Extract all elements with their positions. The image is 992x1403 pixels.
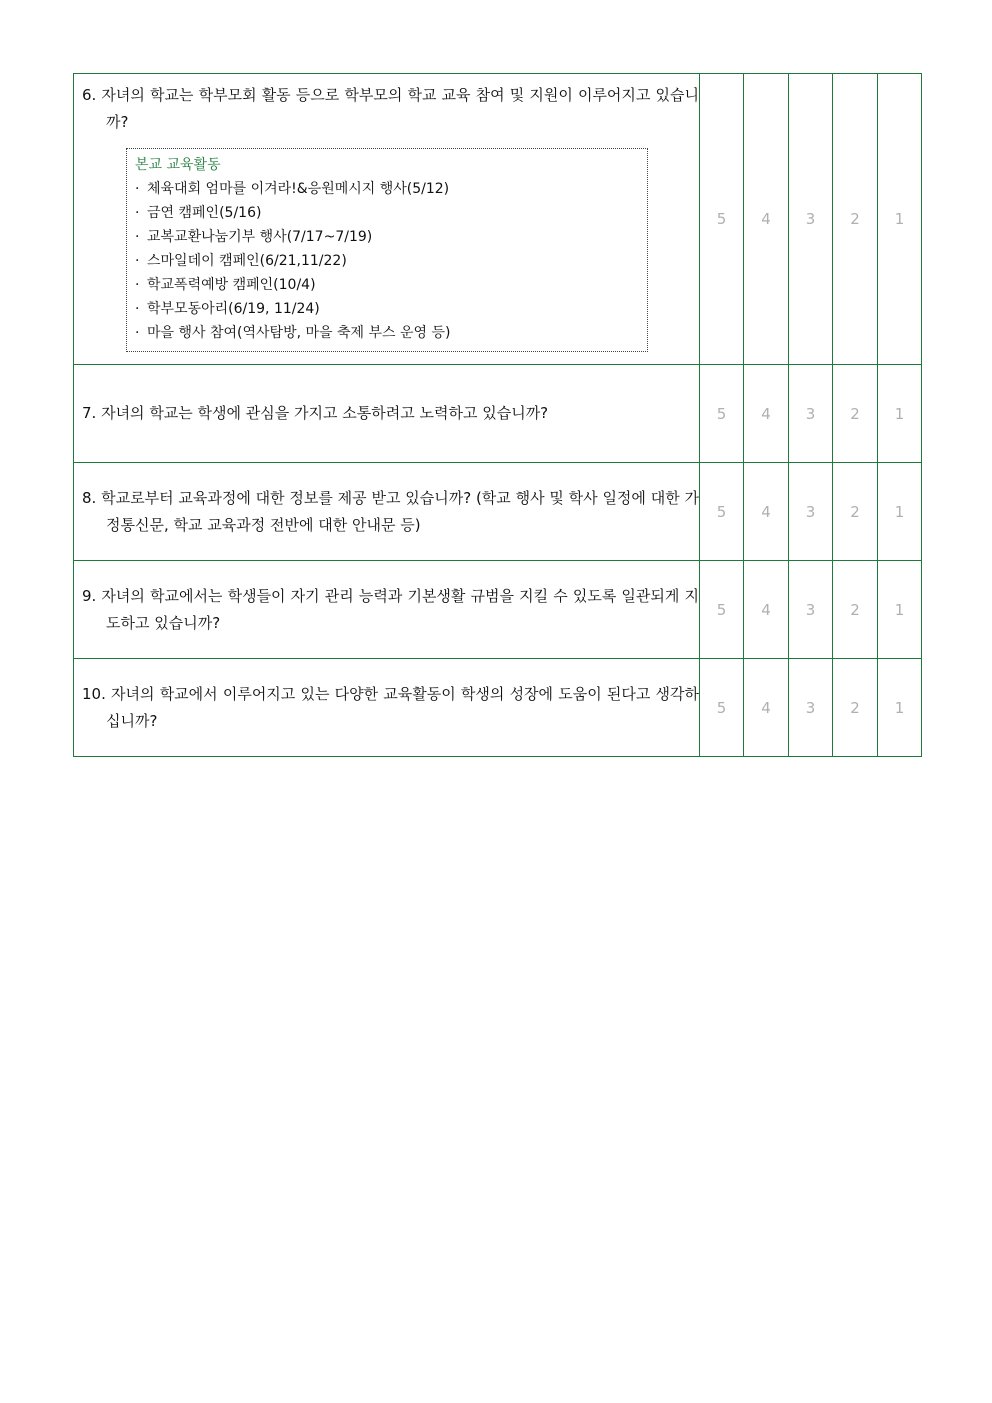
- score-option-1[interactable]: 1: [878, 659, 922, 757]
- score-option-1[interactable]: 1: [878, 561, 922, 659]
- question-text-9: 9. 자녀의 학교에서는 학생들이 자기 관리 능력과 기본생활 규범을 지킬 수 있도록 일관되게 지도하고 있습니까?: [82, 586, 699, 632]
- score-option-5[interactable]: 5: [700, 659, 744, 757]
- question-cell-7: [74, 365, 700, 463]
- question-cell-9: [74, 561, 700, 659]
- question-cell-10: [74, 659, 700, 757]
- score-option-4[interactable]: 4: [744, 561, 789, 659]
- score-option-5[interactable]: 5: [700, 365, 744, 463]
- activity-item: · 교복교환나눔기부 행사(7/17~7/19): [135, 229, 373, 245]
- activity-item: · 스마일데이 캠페인(6/21,11/22): [135, 253, 347, 269]
- question-row-9: [74, 561, 922, 659]
- score-option-5[interactable]: 5: [700, 463, 744, 561]
- score-option-1[interactable]: 1: [878, 365, 922, 463]
- activity-box: [126, 148, 648, 352]
- activity-item: · 마을 행사 참여(역사탐방, 마을 축제 부스 운영 등): [135, 325, 451, 341]
- activity-item: · 학부모동아리(6/19, 11/24): [135, 301, 320, 317]
- score-option-4[interactable]: 4: [744, 74, 789, 365]
- activity-box-title: 본교 교육활동: [135, 157, 221, 173]
- question-cell-8: [74, 463, 700, 561]
- score-option-3[interactable]: 3: [789, 659, 833, 757]
- score-option-4[interactable]: 4: [744, 463, 789, 561]
- score-option-1[interactable]: 1: [878, 463, 922, 561]
- score-option-3[interactable]: 3: [789, 365, 833, 463]
- question-cell-6: [74, 74, 700, 365]
- score-option-1[interactable]: 1: [878, 74, 922, 365]
- question-text-6: 6. 자녀의 학교는 학부모회 활동 등으로 학부모의 학교 교육 참여 및 지원이 이루어지고 있습니까?: [82, 86, 699, 131]
- score-option-3[interactable]: 3: [789, 561, 833, 659]
- score-option-2[interactable]: 2: [833, 74, 878, 365]
- survey-table: [73, 73, 922, 757]
- score-option-4[interactable]: 4: [744, 659, 789, 757]
- question-text-10: 10. 자녀의 학교에서 이루어지고 있는 다양한 교육활동이 학생의 성장에 도움이 된다고 생각하십니까?: [82, 684, 699, 730]
- score-option-2[interactable]: 2: [833, 365, 878, 463]
- score-option-5[interactable]: 5: [700, 561, 744, 659]
- question-text-8: 8. 학교로부터 교육과정에 대한 정보를 제공 받고 있습니까? (학교 행사 및 학사 일정에 대한 가정통신문, 학교 교육과정 전반에 대한 안내문 등): [82, 488, 699, 534]
- question-row-10: [74, 659, 922, 757]
- activity-item: · 체육대회 엄마를 이겨라!&응원메시지 행사(5/12): [135, 181, 450, 197]
- question-row-6: [74, 74, 922, 365]
- activity-item: · 학교폭력예방 캠페인(10/4): [135, 277, 316, 293]
- question-text-7: 7. 자녀의 학교는 학생에 관심을 가지고 소통하려고 노력하고 있습니까?: [82, 404, 549, 422]
- score-option-4[interactable]: 4: [744, 365, 789, 463]
- score-option-3[interactable]: 3: [789, 463, 833, 561]
- score-option-3[interactable]: 3: [789, 74, 833, 365]
- score-option-2[interactable]: 2: [833, 659, 878, 757]
- activity-item: · 금연 캠페인(5/16): [135, 205, 262, 221]
- score-option-2[interactable]: 2: [833, 561, 878, 659]
- score-option-2[interactable]: 2: [833, 463, 878, 561]
- question-row-7: [74, 365, 922, 463]
- question-row-8: [74, 463, 922, 561]
- score-option-5[interactable]: 5: [700, 74, 744, 365]
